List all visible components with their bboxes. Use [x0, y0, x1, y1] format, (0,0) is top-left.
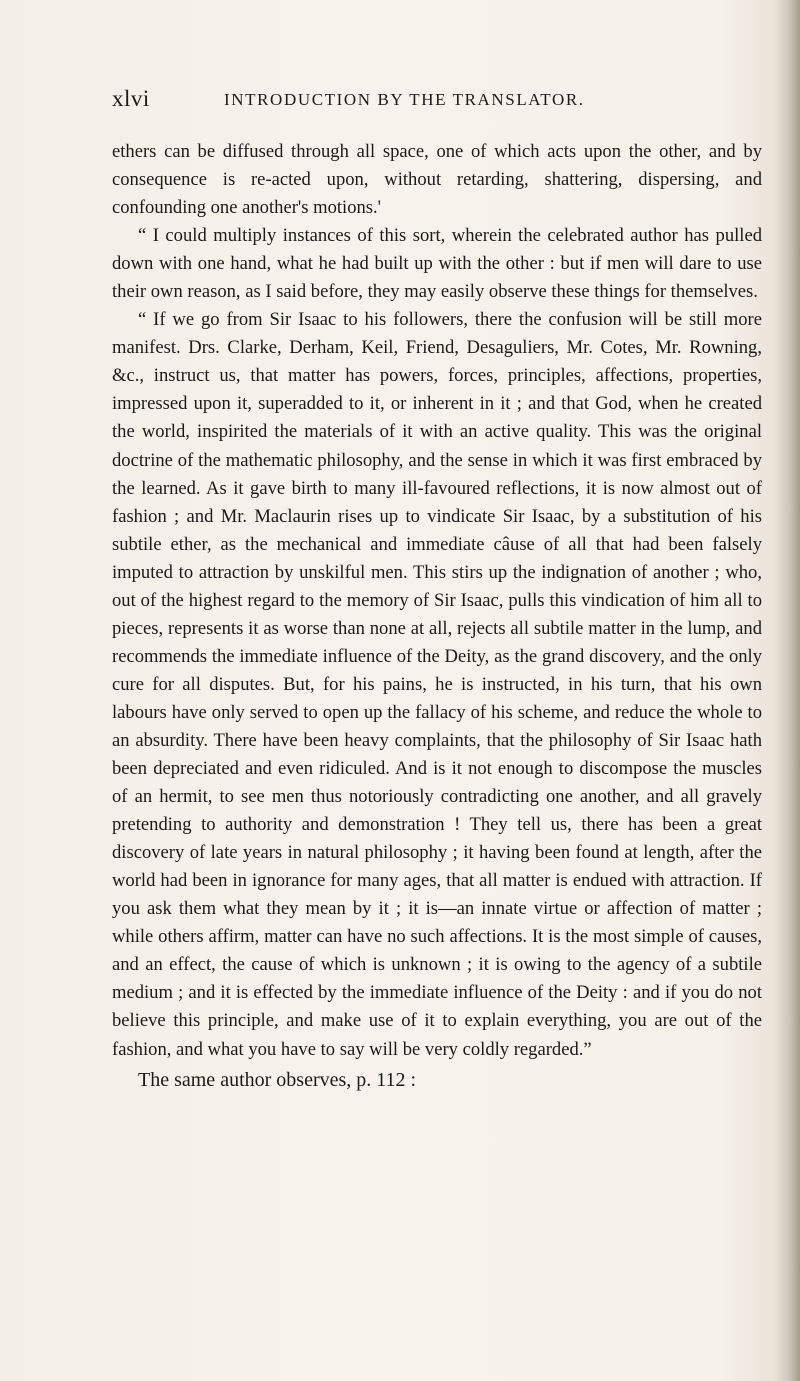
- page-edge-shadow: [774, 0, 800, 1381]
- page-number: xlvi: [112, 86, 150, 111]
- paragraph: The same author observes, p. 112 :: [138, 1068, 417, 1091]
- paragraph: “ I could multiply instances of this sort, wherein the celebrated author has pulled down with one hand, what he had built up with the other : but if men will dare to use their own reason, as I said before, they may easily observe these things for themselves.: [112, 225, 762, 303]
- body-text: [112, 138, 762, 1094]
- paragraph: ethers can be diffused through all space, one of which acts upon the other, and by consequence is re-acted upon, without retarding, shattering, dispersing, and confounding one another's motions.': [112, 141, 762, 219]
- paragraph: “ If we go from Sir Isaac to his followers, there the confusion will be still more manifest. Drs. Clarke, Derham, Keil, Friend, Desaguliers, Mr. Cotes, Mr. Rowning, &c., instruct us, that matter has powers, forces, principles, affections, properties, impressed upon it, superadded to it, or inherent in it ; and that God, when he created the world, inspirited the materials of it with an active quality. This was the original doctrine of the mathematic philosophy, and the sense in which it was first embraced by the learned. As it gave birth to many ill-favoured reflections, it is now almost out of fashion ; and Mr. Maclaurin rises up to vindicate Sir Isaac, by a substitution of his subtile ether, as the mechanical and immediate câuse of all that had been falsely imputed to attraction by unskilful men. This stirs up the indignation of another ; who, out of the highest regard to the memory of Sir Isaac, pulls this vindication of him all to pieces, represents it as worse than none at all, rejects all subtile matter in the lump, and recommends the immediate influence of the Deity, as the grand discovery, and the only cure for all disputes. But, for his pains, he is instructed, in his turn, that his own labours have only served to open up the fallacy of his scheme, and reduce the whole to an absurdity. There have been heavy complaints, that the philosophy of Sir Isaac hath been depreciated and even ridiculed. And is it not enough to discompose the muscles of an hermit, to see men thus notoriously contradicting one another, and all gravely pretending to authority and demonstration ! They tell us, there has been a great discovery of late years in natural philosophy ; it having been found at length, after the world had been in ignorance for many ages, that all matter is endued with attraction. If you ask them what they mean by it ; it is—an innate virtue or affection of matter ; while others affirm, matter can have no such affections. It is the most simple of causes, and an effect, the cause of which is unknown ; it is owing to the agency of a subtile medium ; and it is effected by the immediate influence of the Deity : and if you do not believe this principle, and make use of it to explain everything, you are out of the fashion, and what you have to say will be very coldly regarded.”: [112, 309, 762, 1060]
- running-head: INTRODUCTION BY THE TRANSLATOR.: [224, 90, 585, 109]
- page-header: [112, 86, 762, 116]
